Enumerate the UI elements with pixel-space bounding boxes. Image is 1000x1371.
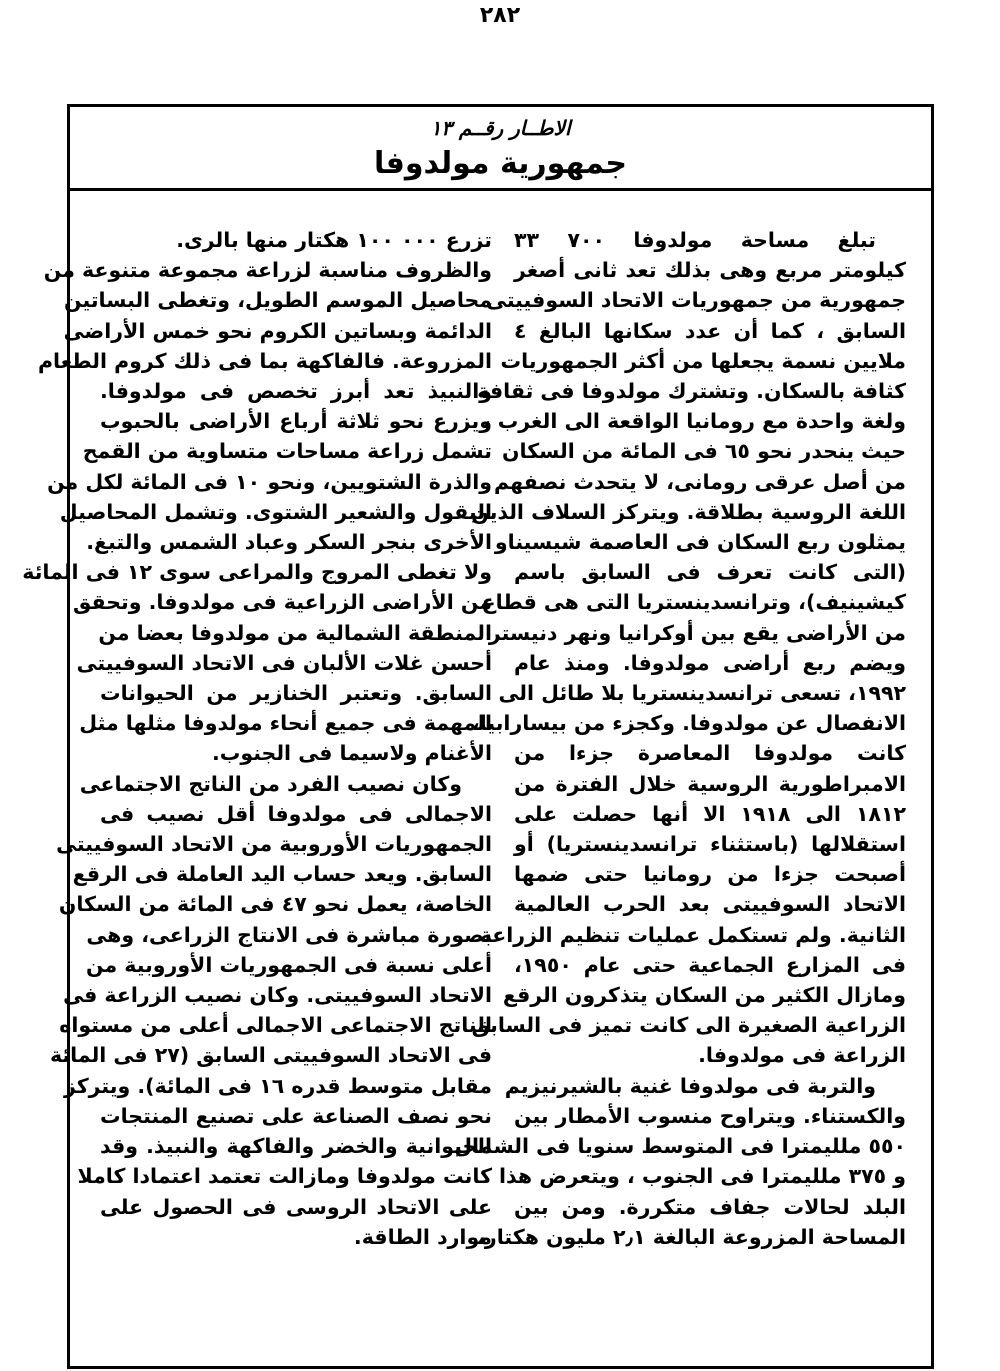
text-line: كثافة بالسكان. وتشترك مولدوفا فى ثقافة [477, 379, 906, 404]
text-line: تشمل زراعة مساحات متساوية من القمح [82, 439, 492, 464]
left-column [22, 225, 492, 1252]
text-line: الاجمالى فى مولدوفا أقل نصيب فى [100, 801, 492, 826]
box-label: الاطــار رقــم ١٣ [430, 116, 571, 140]
text-line: على الاتحاد الروسى فى الحصول على [100, 1194, 492, 1219]
text-line: فى الاتحاد السوفييتى السابق (٢٧ فى المائة [50, 1043, 492, 1068]
text-line: الناتج الاجتماعى الاجمالى أعلى من مستواه [59, 1013, 492, 1038]
text-line: السابق. وتعتبر الخنازير من الحيوانات [100, 681, 492, 706]
text-line: ولا تغطى المروج والمراعى سوى ١٢ فى المائة [22, 560, 492, 585]
text-line: ويضم ربع أراضى مولدوفا. ومنذ عام [514, 650, 906, 675]
text-line: الأغنام ولاسيما فى الجنوب. [211, 741, 492, 766]
text-line: الخاصة، يعمل نحو ٤٧ فى المائة من السكان [58, 892, 492, 917]
text-line: الزراعية الصغيرة الى كانت تميز فى السابق [471, 1013, 906, 1038]
text-line: بصورة مباشرة فى الانتاج الزراعى، وهى [86, 922, 492, 947]
text-line: ويزرع نحو ثلاثة أرباع الأراضى بالحبوب [100, 409, 492, 434]
text-line: وكان نصيب الفرد من الناتج الاجتماعى [79, 771, 462, 796]
text-line: موارد الطاقة. [353, 1224, 492, 1249]
text-line: البقول والشعير الشتوى. وتشمل المحاصيل [59, 499, 492, 524]
text-line: الامبراطورية الروسية خلال الفترة من [514, 771, 906, 796]
text-line: الجمهوريات الأوروبية من الاتحاد السوفييتى [56, 832, 492, 857]
text-line: الاتحاد السوفييتى بعد الحرب العالمية [514, 892, 906, 917]
text-line: كيشينيف)، وترانسدينستريا التى هى قطاع [481, 590, 906, 615]
text-line: السابق ، كما أن عدد سكانها البالغ ٤ [514, 318, 906, 343]
text-line: الأخرى بنجر السكر وعباد الشمس والتبغ. [86, 530, 492, 555]
text-line: الزراعة فى مولدوفا. [698, 1043, 906, 1068]
sidebar-box [22, 104, 934, 1369]
text-line: المزروعة. فالفاكهة بما فى ذلك كروم الطعام [37, 348, 492, 373]
text-line: الدائمة وبساتين الكروم نحو خمس الأراضى [63, 318, 492, 343]
text-line: ومازال الكثير من السكان يتذكرون الرقع [502, 983, 906, 1008]
text-line: استقلالها (باستثناء ترانسدينستريا) أو [514, 832, 906, 857]
text-line: تزرع ٠٠٠ ١٠٠ هكتار منها بالرى. [176, 228, 492, 252]
text-line: فى المزارع الجماعية حتى عام ١٩٥٠، [514, 952, 906, 977]
text-line: السابق. ويعد حساب اليد العاملة فى الرقع [72, 862, 492, 887]
text-line: مقابل متوسط قدره ١٦ فى المائة). ويتركز [63, 1073, 492, 1098]
text-line: والتربة فى مولدوفا غنية بالشيرنيزيم [504, 1073, 876, 1098]
text-line: الاتحاد السوفييتى. وكان نصيب الزراعة فى [63, 983, 492, 1008]
text-line: و ٣٧٥ ملليمترا فى الجنوب ، ويتعرض هذا [498, 1164, 906, 1189]
text-line: المهمة فى جميع أنحاء مولدوفا مثلها مثل [79, 711, 492, 736]
text-line: والظروف مناسبة لزراعة مجموعة متنوعة من [43, 258, 492, 283]
box-title: جمهورية مولدوفا [373, 146, 628, 181]
text-line: يمثلون ربع السكان فى العاصمة شيسيناو [494, 530, 906, 555]
text-line: الحيوانية والخضر والفاكهة والنبيذ. وقد [100, 1134, 492, 1159]
text-line: الانفصال عن مولدوفا. وكجزء من بيسارابيا، [471, 711, 906, 736]
text-line: كانت مولدوفا المعاصرة جزءا من [514, 741, 906, 766]
text-line: ولغة واحدة مع رومانيا الواقعة الى الغرب ، [482, 409, 906, 434]
text-line: من الأراضى الزراعية فى مولدوفا. وتحقق [73, 590, 492, 615]
text-columns [22, 225, 931, 1366]
text-line: محاصيل الموسم الطويل، وتغطى البساتين [64, 288, 492, 313]
box-header [70, 107, 931, 191]
text-line: تبلغ مساحة مولدوفا ٧٠٠ ٣٣ [514, 228, 876, 252]
text-line: والذرة الشتويين، ونحو ١٠ فى المائة لكل من [47, 469, 492, 494]
text-line: ١٨١٢ الى ١٩١٨ الا أنها حصلت على [514, 801, 906, 826]
text-line: والنبيذ تعد أبرز تخصص فى مولدوفا. [100, 379, 492, 404]
text-line: المساحة المزروعة البالغة ٢٫١ مليون هكتار، [477, 1224, 906, 1249]
text-line: أعلى نسبة فى الجمهوريات الأوروبية من [86, 952, 492, 977]
text-line: جمهورية من جمهوريات الاتحاد السوفييتى [486, 288, 906, 313]
text-line: من الأراضى يقع بين أوكرانيا ونهر دنيستر [488, 620, 906, 645]
text-line: ٥٥٠ ملليمترا فى المتوسط سنويا فى الشمال [454, 1134, 906, 1159]
text-line: من أصل عرقى رومانى، لا يتحدث نصفهم [494, 469, 906, 494]
text-line: أحسن غلات الألبان فى الاتحاد السوفييتى [76, 650, 492, 675]
text-line: نحو نصف الصناعة على تصنيع المنتجات [100, 1103, 492, 1128]
text-line: اللغة الروسية بطلاقة. ويتركز السلاف الذين [471, 499, 906, 524]
text-line: كيلومتر مربع وهى بذلك تعد ثانى أصغر [514, 258, 906, 283]
text-line: البلد لحالات جفاف متكررة. ومن بين [514, 1194, 906, 1219]
text-line: الثانية. ولم تستكمل عمليات تنظيم الزراعة [479, 922, 906, 947]
text-line: كانت مولدوفا ومازالت تعتمد اعتمادا كاملا [77, 1164, 492, 1189]
text-line: والكستناء. ويتراوح منسوب الأمطار بين [514, 1103, 906, 1128]
right-column [454, 225, 906, 1252]
text-line: ١٩٩٢، تسعى ترانسدينستريا بلا طائل الى [498, 681, 906, 706]
text-line: حيث ينحدر نحو ٦٥ فى المائة من السكان [502, 439, 906, 464]
text-line: ملايين نسمة يجعلها من أكثر الجمهوريات [500, 348, 906, 373]
text-line: (التى كانت تعرف فى السابق باسم [514, 560, 906, 585]
text-line: أصبحت جزءا من رومانيا حتى ضمها [514, 862, 906, 887]
text-line: المنطقة الشمالية من مولدوفا بعضا من [98, 620, 492, 645]
page-number: ٢٨٢ [479, 3, 521, 28]
